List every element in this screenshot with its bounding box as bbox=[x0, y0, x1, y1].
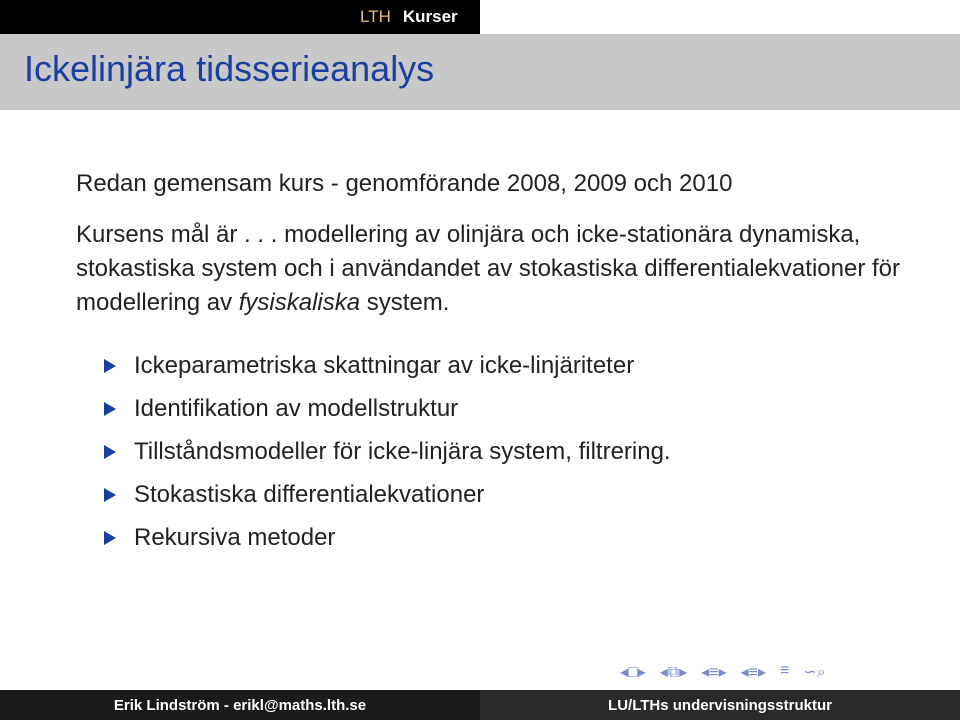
list-item bbox=[104, 387, 916, 430]
bullet-triangle-icon bbox=[104, 531, 116, 545]
slide-title: Ickelinjära tidsserieanalys bbox=[24, 48, 435, 89]
top-navigation bbox=[0, 0, 960, 34]
bullet-triangle-icon bbox=[104, 488, 116, 502]
list-item bbox=[104, 473, 916, 516]
nav-prev-subsection-icon[interactable]: ◂⧉▸ bbox=[659, 664, 688, 681]
top-nav-right-segment bbox=[480, 0, 960, 34]
list-item-text: Stokastiska differentialekvationer bbox=[134, 481, 485, 508]
bullet-triangle-icon bbox=[104, 445, 116, 459]
paragraph-text: Kursens mål är . . . modellering av olinjära och icke-stationära dynamiska, stokastiska system och i användandet av stokastiska differentialekvationer för modellering av bbox=[76, 221, 900, 316]
list-item bbox=[104, 430, 916, 473]
slide-content bbox=[76, 168, 916, 559]
list-item bbox=[104, 344, 916, 387]
intro-text: Redan gemensam kurs - genomförande 2008, 2009 och 2010 bbox=[76, 170, 733, 197]
paragraph-italic-text: fysiskaliska bbox=[238, 289, 361, 316]
title-bar bbox=[0, 34, 960, 110]
list-item-text: Rekursiva metoder bbox=[134, 524, 336, 551]
nav-search-icon[interactable]: ∽⌕ bbox=[803, 664, 826, 681]
bullet-triangle-icon bbox=[104, 359, 116, 373]
footer-subtitle: LU/LTHs undervisningsstruktur bbox=[480, 690, 960, 720]
course-goal-paragraph bbox=[76, 218, 916, 320]
nav-prev-frame-icon[interactable]: ◂□▸ bbox=[620, 664, 646, 681]
top-nav-labels bbox=[360, 0, 458, 34]
nav-kurser-link[interactable]: Kurser bbox=[402, 7, 458, 26]
nav-lth-link[interactable]: LTH bbox=[360, 7, 391, 26]
nav-subsection-icon[interactable]: ◂≡▸ bbox=[740, 664, 767, 681]
list-item-text: Ickeparametriska skattningar av icke-linjäriteter bbox=[134, 352, 635, 379]
bullet-triangle-icon bbox=[104, 402, 116, 416]
nav-document-icon[interactable]: ≡ bbox=[780, 662, 790, 679]
list-item bbox=[104, 516, 916, 559]
footer bbox=[0, 690, 960, 720]
paragraph-end-text: system. bbox=[360, 289, 450, 316]
list-item-text: Tillståndsmodeller för icke-linjära system, filtrering. bbox=[134, 438, 671, 465]
topic-list bbox=[104, 344, 916, 559]
list-item-text: Identifikation av modellstruktur bbox=[134, 395, 459, 422]
nav-section-icon[interactable]: ◂≡▸ bbox=[701, 664, 727, 681]
footer-author: Erik Lindström - erikl@maths.lth.se bbox=[0, 690, 480, 720]
beamer-navigation-controls bbox=[620, 662, 826, 682]
top-nav-background bbox=[0, 0, 960, 34]
